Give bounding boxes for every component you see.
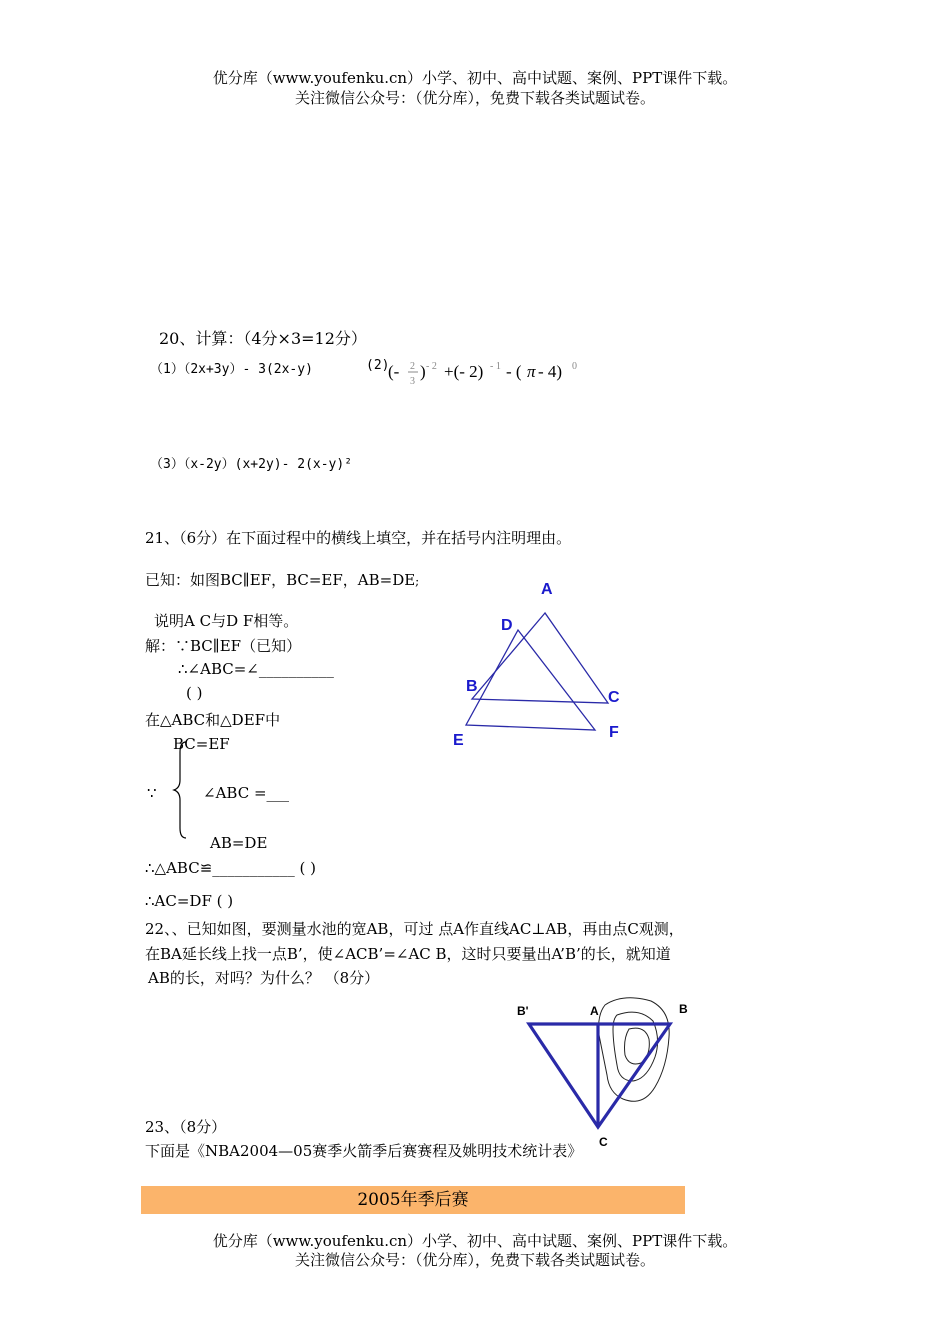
footer-line-1: 优分库（www.youfenku.cn）小学、初中、高中试题、案例、PPT课件下载。 [212,1232,738,1250]
q20-part3: （3）（x-2y）(x+2y)- 2(x-y)² [150,457,353,472]
label-a: A [541,581,553,598]
q21-solution-4: 在△ABC和△DEF中 [145,711,281,729]
label-e: E [453,732,464,749]
q21-because: ∵ [147,784,157,802]
q20-part2-label: (2) [366,358,390,373]
season-banner: 2005年季后赛 [141,1186,685,1214]
q21-triangle-figure [440,570,640,760]
q21-brace [172,740,192,840]
label-a2: A [590,1004,599,1018]
q21-solution-2: ∴∠ABC=∠__________ [178,660,334,678]
footer-line-2: 关注微信公众号：（优分库），免费下载各类试题试卷。 [294,1251,655,1269]
q21-brace-line-3: AB=DE [210,834,268,852]
q22-line-3: AB的长，对吗？为什么？ （8分） [148,969,380,987]
pond-contours [599,998,670,1101]
svg-text:): ) [420,362,426,381]
q21-prove: 说明A C与D F相等。 [154,612,299,630]
label-b: B [466,678,478,695]
q21-brace-line-2-text: ∠ABC = [203,784,267,802]
q21-solution-1: 解：∵BC∥EF（已知） [145,637,302,655]
svg-text:- 4): - 4) [538,362,563,381]
q21-brace-line-1: BC=EF [173,735,230,753]
svg-text:- 1: - 1 [490,361,501,372]
label-f: F [609,724,619,741]
header-line-1: 优分库（www.youfenku.cn）小学、初中、高中试题、案例、PPT课件下载。 [212,69,738,87]
q21-conclusion-1: ∴△ABC≌___________ ( ) [145,859,316,877]
svg-text:0: 0 [572,361,577,372]
svg-text:+(- 2): +(- 2) [444,362,484,381]
label-d: D [501,617,513,634]
label-c: C [608,689,620,706]
svg-text:- (: - ( [506,362,522,381]
q22-pond-figure [505,995,705,1155]
label-b2: B [679,1002,688,1016]
label-c2: C [599,1135,608,1149]
svg-text:π: π [527,362,536,381]
q21-given-text: 已知：如图BC∥EF，BC=EF，AB=DE [145,571,416,589]
q20-part2-formula [386,356,596,390]
svg-text:(-: (- [388,362,400,381]
svg-text:3: 3 [410,376,415,387]
q21-conclusion-2: ∴AC=DF ( ) [145,892,234,910]
q21-brace-line-2-blank: ___ [266,784,290,802]
label-b-prime: B' [517,1004,529,1018]
q21-given [145,569,419,590]
q23-description: 下面是《NBA2004—05赛季火箭季后赛赛程及姚明技术统计表》 [145,1142,583,1160]
q21-brace-line-2 [203,784,289,802]
q21-given-tail: ; [415,574,420,588]
svg-text:- 2: - 2 [426,361,437,372]
q20-part1: （1）（2x+3y）- 3(2x-y) [150,362,313,377]
triangle-def [466,630,595,730]
header-line-2: 关注微信公众号：（优分库），免费下载各类试题试卷。 [294,89,655,107]
q23-title: 23、（8分） [145,1118,227,1136]
q22-line-2: 在BA延长线上找一点B’，使∠ACB’=∠AC B，这时只要量出A’B’的长，就知道 [145,945,671,963]
q21-title: 21、（6分）在下面过程中的横线上填空，并在括号内注明理由。 [145,529,572,547]
q22-line-1: 22、、已知如图，要测量水池的宽AB，可过 点A作直线AC⊥AB，再由点C观测， [145,920,684,938]
q21-solution-3: ( ) [186,684,203,702]
q20-title: 20、计算：（4分×3=12分） [159,329,367,348]
svg-text:2: 2 [410,361,415,372]
